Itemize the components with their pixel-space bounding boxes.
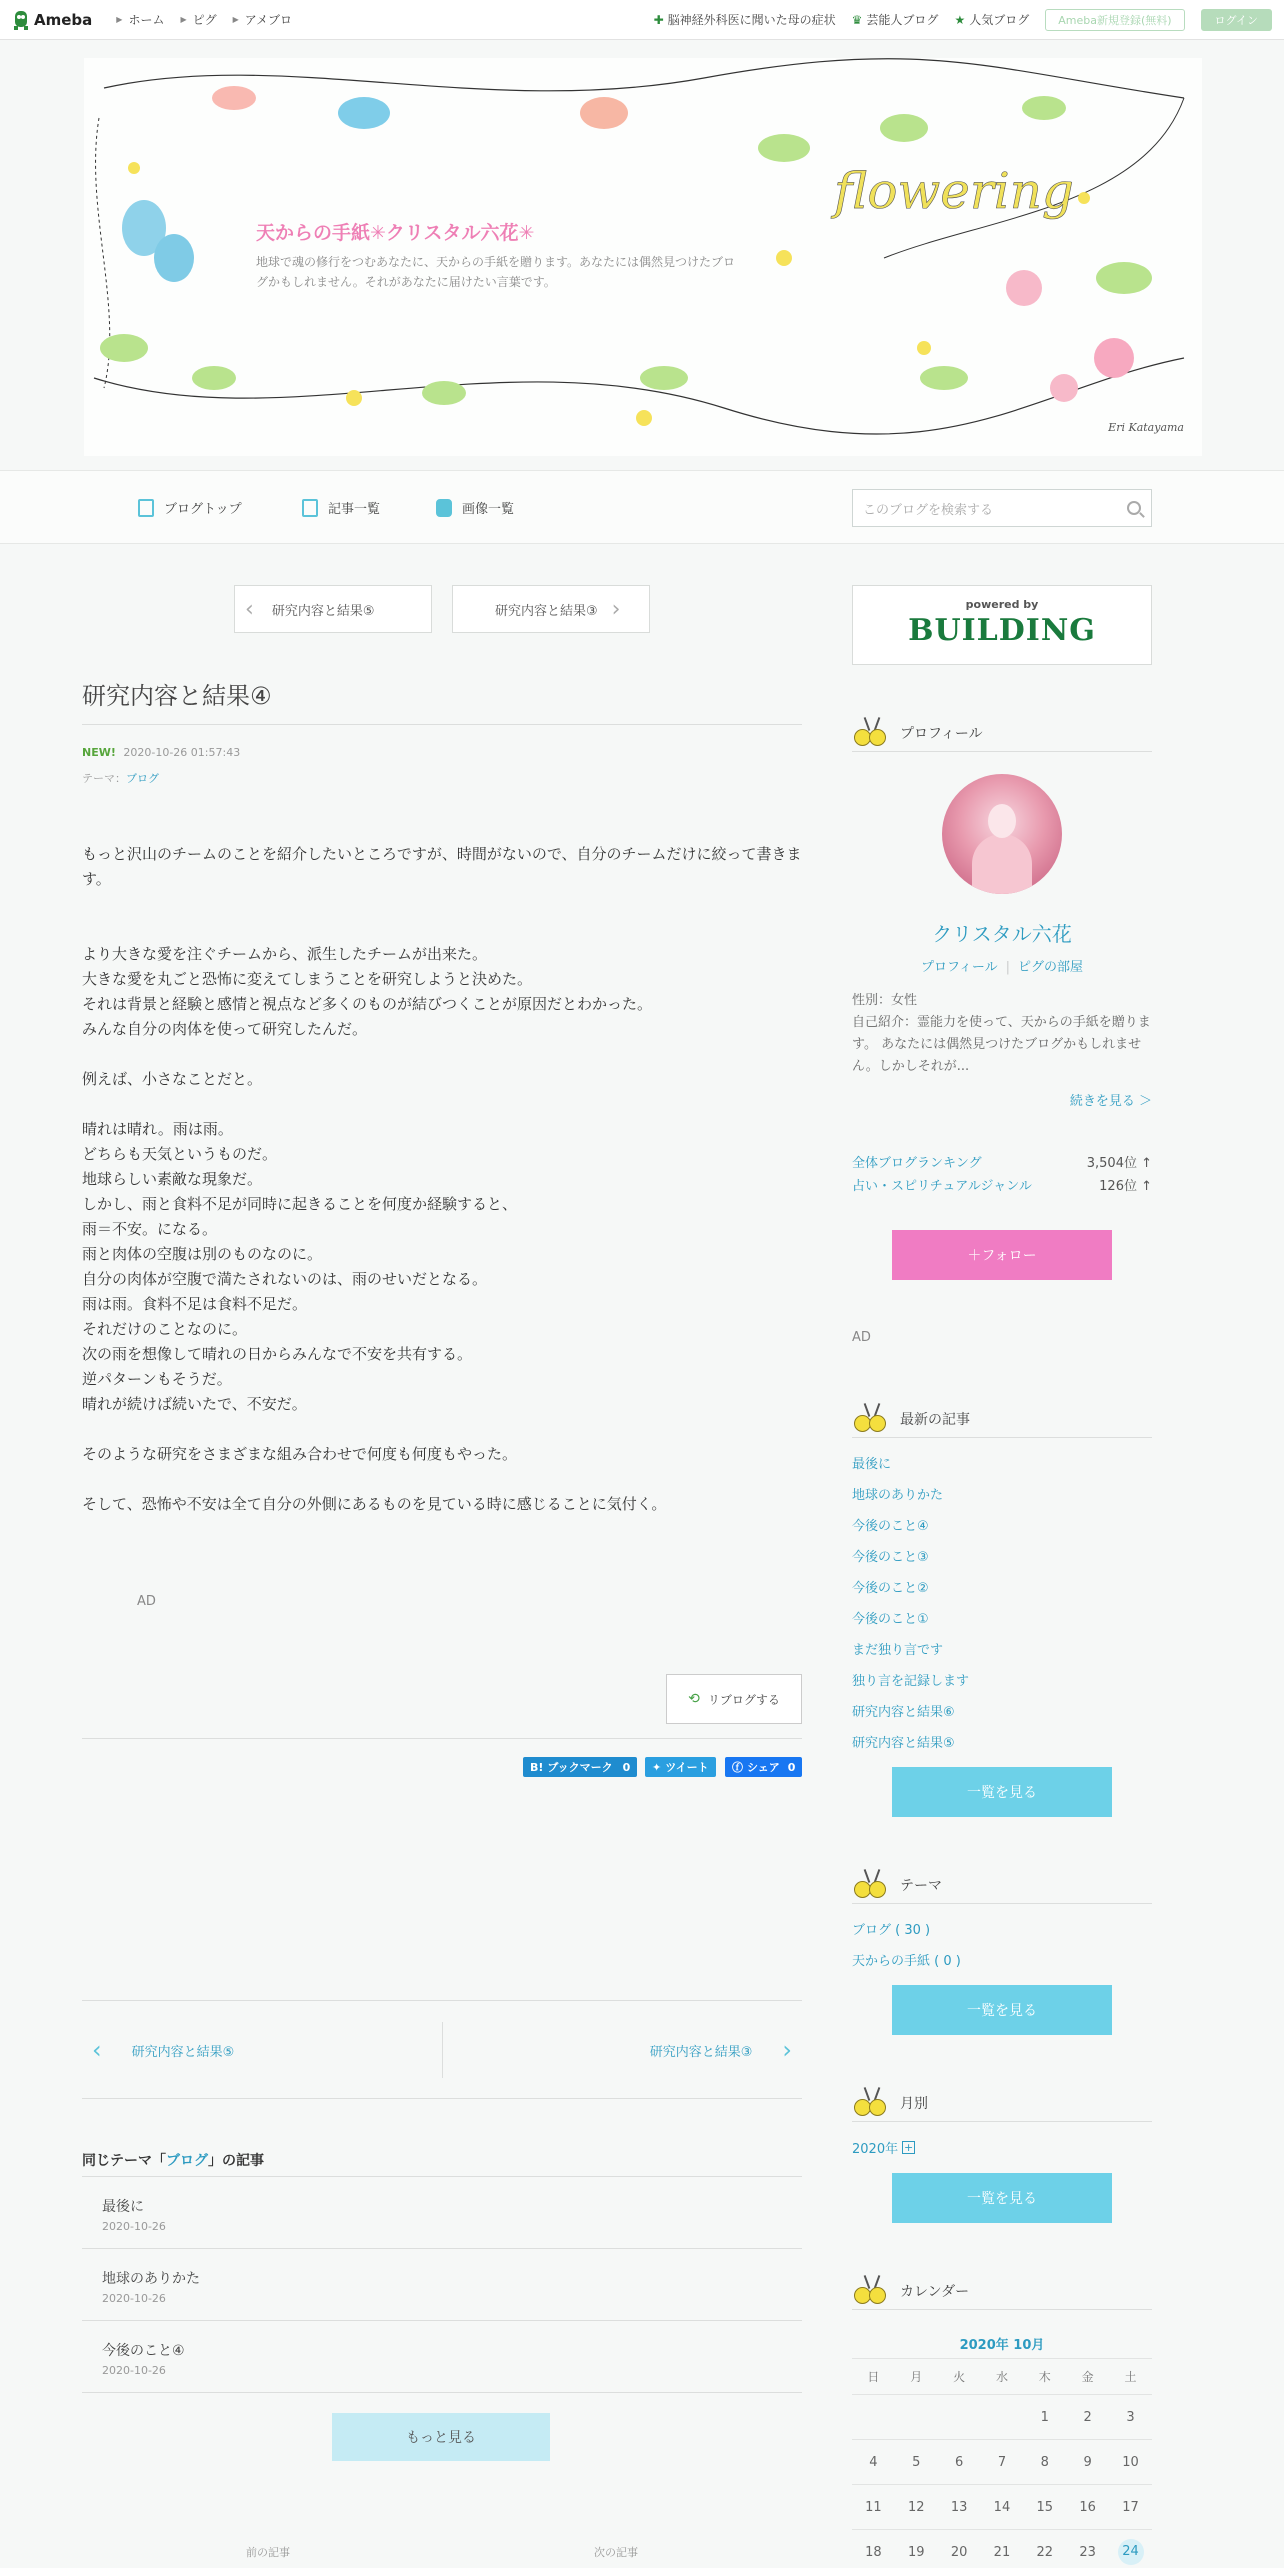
calendar-day: 9: [1066, 2440, 1109, 2485]
entry-pagination: [82, 2022, 802, 2078]
divider: [82, 2392, 802, 2393]
paragraph: もっと沢山のチームのことを紹介したいところですが、時間がないので、自分のチームだけに絞って書きます。: [82, 845, 802, 888]
same-theme-heading: [82, 2150, 264, 2170]
avatar[interactable]: [942, 774, 1062, 894]
gnav-pigg[interactable]: [180, 11, 216, 28]
search-icon[interactable]: [1127, 501, 1141, 515]
entry-theme: [82, 770, 159, 786]
monthly-heading: [852, 2084, 1152, 2122]
global-header-right: [654, 9, 1272, 31]
blog-title[interactable]: 天からの手紙✳︎クリスタル六花✳︎: [256, 222, 535, 244]
profile-links: [852, 956, 1152, 975]
global-header: [0, 0, 1284, 40]
calendar-day: 15: [1023, 2485, 1066, 2530]
list-item-date: 2020-10-26: [102, 2292, 166, 2305]
calendar-day: 18: [852, 2530, 895, 2568]
separator: |: [1005, 960, 1011, 975]
triangle-icon: ▶: [180, 15, 187, 24]
latest-list-button[interactable]: 一覧を見る: [892, 1767, 1112, 1817]
ranking-row[interactable]: [852, 1152, 1152, 1171]
calendar-day: 16: [1066, 2485, 1109, 2530]
calendar-day: 14: [981, 2485, 1024, 2530]
weekday-label: 水: [981, 2359, 1024, 2395]
pick-link-1-label: 脳神経外科医に聞いた母の症状: [667, 13, 836, 27]
calendar-day: 12: [895, 2485, 938, 2530]
paragraph: そのような研究をさまざまな組み合わせで何度も何度もやった。: [82, 1445, 518, 1463]
latest-entry-link[interactable]: まだ独り言です: [852, 1643, 944, 1658]
divider: [82, 2176, 802, 2177]
crown-icon: ♛: [851, 12, 863, 27]
login-button[interactable]: ログイン: [1201, 9, 1272, 31]
hatena-icon: B!: [530, 1760, 544, 1774]
more-button[interactable]: もっと見る: [332, 2413, 550, 2461]
gnav-ameblo-label: アメブロ: [244, 13, 293, 27]
month-archive-link[interactable]: [852, 2138, 915, 2157]
weekday-label: 火: [938, 2359, 981, 2395]
entry-datetime: 2020-10-26 01:57:43: [123, 746, 241, 759]
search-placeholder: このブログを検索する: [863, 502, 994, 518]
pick-link-2-label: 芸能人ブログ: [866, 13, 939, 27]
paragraph: 例えば、小さなことだと。: [82, 1070, 263, 1088]
calendar-day: 21: [981, 2530, 1024, 2568]
ameba-logo-icon: [12, 9, 30, 31]
latest-entry-link[interactable]: 今後のこと④: [852, 1519, 929, 1534]
pick-link-2[interactable]: [852, 11, 939, 28]
theme-link[interactable]: 天からの手紙 ( 0 ): [852, 1954, 961, 1969]
list-item-date: 2020-10-26: [102, 2220, 166, 2233]
butterfly-icon: [852, 1869, 892, 1901]
list-item[interactable]: [102, 2340, 185, 2377]
same-theme-heading-pre: 同じテーマ「: [82, 2153, 166, 2169]
divider: [82, 2098, 802, 2099]
profile-name[interactable]: クリスタル六花: [932, 922, 1072, 946]
monthly-list-button[interactable]: 一覧を見る: [892, 2173, 1112, 2223]
pagination-next-label: 研究内容と結果③: [649, 2044, 753, 2060]
gnav-ameblo[interactable]: [233, 11, 292, 28]
clover-icon: ✚: [653, 12, 664, 27]
triangle-icon: ▶: [232, 15, 239, 24]
weekday-label: 月: [895, 2359, 938, 2395]
banner-logo-text: flowering: [834, 162, 1074, 220]
calendar-month-title: 2020年 10月: [959, 2338, 1045, 2353]
tweet-label: ツイート: [665, 1761, 709, 1774]
butterfly-icon: [852, 717, 892, 749]
chevron-left-icon: ‹: [92, 2036, 102, 2064]
camera-icon: [436, 499, 452, 517]
ameba-logo[interactable]: [12, 9, 92, 31]
latest-heading-label: 最新の記事: [900, 1411, 970, 1428]
pagination-prev-label: 研究内容と結果⑤: [131, 2044, 235, 2060]
same-theme-link[interactable]: ブログ: [166, 2153, 208, 2169]
themes-heading: [852, 1866, 1152, 1904]
expand-icon[interactable]: +: [903, 2141, 914, 2154]
calendar-day: 7: [981, 2440, 1024, 2485]
divider: [82, 1738, 802, 1739]
theme-link[interactable]: ブログ: [126, 772, 159, 785]
calendar-day: 17: [1109, 2485, 1152, 2530]
powered-by-text: powered by: [965, 598, 1039, 611]
nav-entry-list-label: 記事一覧: [328, 502, 381, 517]
footer-prev-link[interactable]: 前の記事: [246, 2546, 290, 2559]
list-item[interactable]: [102, 2268, 200, 2305]
chevron-right-icon: ›: [782, 2036, 792, 2064]
monthly-heading-label: 月別: [900, 2095, 928, 2112]
same-theme-heading-post: 」の記事: [208, 2153, 264, 2169]
calendar-day: 5: [895, 2440, 938, 2485]
ranking-row[interactable]: [852, 1175, 1152, 1194]
butterfly-icon: [852, 2087, 892, 2119]
calendar-day: [852, 2395, 895, 2440]
calendar-heading-label: カレンダー: [900, 2283, 970, 2300]
calendar-day: 3: [1109, 2395, 1152, 2440]
theme-label: テーマ：: [82, 772, 126, 785]
ranking-label: 占い・スピリチュアルジャンル: [852, 1179, 1032, 1194]
entry-body: [82, 842, 802, 1542]
weekday-label: 木: [1023, 2359, 1066, 2395]
profile-link[interactable]: プロフィール: [920, 960, 998, 975]
ranking-label: 全体ブログランキング: [852, 1156, 982, 1171]
document-icon: [138, 499, 154, 517]
sidebar-ad-label: AD: [852, 1330, 871, 1345]
prev-entry-button[interactable]: [234, 585, 432, 633]
entry-meta: [82, 746, 240, 759]
latest-entry-link[interactable]: 研究内容と結果⑤: [852, 1736, 955, 1751]
list-item-title: 最後に: [102, 2199, 144, 2215]
divider: [82, 2320, 802, 2321]
new-badge: NEW!: [82, 746, 116, 759]
pick-link-1[interactable]: [654, 11, 836, 28]
banner-signature: Eri Katayama: [1108, 421, 1184, 434]
theme-link[interactable]: ブログ ( 30 ): [852, 1923, 931, 1938]
pigg-room-link[interactable]: ピグの部屋: [1018, 960, 1084, 975]
butterfly-icon: [852, 1403, 892, 1435]
facebook-share-button[interactable]: [725, 1757, 802, 1777]
themes-heading-label: テーマ: [900, 1877, 942, 1894]
latest-entry-link[interactable]: 研究内容と結果⑥: [852, 1705, 955, 1720]
calendar-day: [895, 2395, 938, 2440]
ranking-value: 126位 ↑: [1099, 1179, 1152, 1194]
today-marker: 24: [1118, 2539, 1144, 2565]
calendar-table: [852, 2358, 1152, 2568]
next-entry-label: 研究内容と結果③: [495, 603, 598, 619]
list-item[interactable]: [102, 2196, 166, 2233]
calendar-day: 1: [1023, 2395, 1066, 2440]
weekday-label: 土: [1109, 2359, 1152, 2395]
reblog-label: リブログする: [707, 1692, 780, 1707]
profile-heading-label: プロフィール: [900, 725, 983, 742]
blog-search-input[interactable]: [852, 489, 1152, 527]
calendar-day: 8: [1023, 2440, 1066, 2485]
weekday-label: 金: [1066, 2359, 1109, 2395]
calendar-heading: [852, 2272, 1152, 2310]
reblog-button[interactable]: [666, 1674, 802, 1724]
calendar-day: 13: [938, 2485, 981, 2530]
divider: [82, 724, 802, 725]
triangle-icon: ▶: [116, 15, 123, 24]
footer-next-link[interactable]: 次の記事: [594, 2546, 638, 2559]
calendar-day: 6: [938, 2440, 981, 2485]
reblog-icon: ⟲: [688, 1691, 700, 1707]
calendar-day: 11: [852, 2485, 895, 2530]
blog-banner[interactable]: [84, 58, 1202, 456]
latest-entry-link[interactable]: 今後のこと③: [852, 1550, 929, 1565]
entry-title: 研究内容と結果④: [82, 682, 272, 710]
next-entry-button[interactable]: [452, 585, 650, 633]
powered-by-building-banner[interactable]: [852, 585, 1152, 665]
facebook-icon: ⓕ: [732, 1761, 743, 1774]
facebook-label: シェア: [747, 1761, 780, 1774]
nav-image-list[interactable]: [436, 498, 514, 517]
calendar-day: 20: [938, 2530, 981, 2568]
follow-button[interactable]: ＋フォロー: [892, 1230, 1112, 1280]
nav-blog-top-label: ブログトップ: [164, 502, 242, 517]
calendar-day: 23: [1066, 2530, 1109, 2568]
pagination-prev[interactable]: [82, 2022, 442, 2078]
gnav-home[interactable]: [116, 11, 164, 28]
latest-entry-link[interactable]: 独り言を記録します: [852, 1674, 970, 1689]
butterfly-icon: [852, 2275, 892, 2307]
blog-description: 地球で魂の修行をつむあなたに、天からの手紙を贈ります。あなたには偶然見つけたブログかもしれません。それがあなたに届けたい言葉です。: [256, 255, 736, 289]
profile-self-intro: 自己紹介：霊能力を使って、天からの手紙を贈ります。 あなたには偶然見つけたブログかもしれません。しかしそれが...: [852, 1015, 1151, 1074]
month-archive-label: 2020年: [852, 2142, 899, 2157]
chevron-left-icon: ‹: [245, 596, 254, 622]
calendar-day: 10: [1109, 2440, 1152, 2485]
nav-entry-list[interactable]: [302, 498, 380, 517]
list-item-title: 地球のありかた: [102, 2271, 200, 2287]
calendar-day: [938, 2395, 981, 2440]
nav-blog-top[interactable]: [138, 498, 242, 517]
ameba-logo-text: Ameba: [34, 10, 93, 29]
profile-intro: [852, 990, 1152, 1078]
calendar-day: [981, 2395, 1024, 2440]
star-icon: ★: [954, 12, 966, 27]
hatena-bookmark-button[interactable]: [523, 1757, 637, 1777]
paragraph: 晴れは晴れ。雨は雨。 どちらも天気というものだ。 地球らしい素敵な現象だ。 しかし、雨と食料不足が同時に起きることを何度か経験すると、 雨＝不安。になる。 雨と肉体の空腹は別のものなのに。 自分の肉体が空腹で満たされないのは、雨のせいだとなる。 雨は雨。食料不足は食料不足だ。 それだけのことなのに。 次の雨を想像して晴れの日からみんなで不安を共有する。 逆パターンもそうだ。 晴れが続けば続いたで、不安だ。: [82, 1120, 518, 1413]
gnav-home-label: ホーム: [128, 13, 165, 27]
prev-entry-label: 研究内容と結果⑤: [271, 603, 375, 619]
ranking-value: 3,504位 ↑: [1086, 1156, 1152, 1171]
list-item-date: 2020-10-26: [102, 2364, 166, 2377]
latest-entry-link[interactable]: 今後のこと②: [852, 1581, 929, 1596]
pick-link-3-label: 人気ブログ: [969, 13, 1030, 27]
latest-entries-heading: [852, 1400, 1152, 1438]
calendar-day: 22: [1023, 2530, 1066, 2568]
profile-gender: 性別：女性: [852, 993, 918, 1008]
latest-entry-link[interactable]: 今後のこと①: [852, 1612, 929, 1627]
calendar-day: 2: [1066, 2395, 1109, 2440]
divider: [82, 2248, 802, 2249]
calendar-day-today[interactable]: [1109, 2530, 1152, 2568]
hatena-label: ブックマーク: [547, 1761, 613, 1774]
paragraph: より大きな愛を注ぐチームから、派生したチームが出来た。 大きな愛を丸ごと恐怖に変えてしまうことを研究しようと決めた。 それは背景と経験と感情と視点など多くのものが結びつくことが原因だとわかった。 みんな自分の肉体を使って研究したんだ。: [82, 945, 653, 1038]
paragraph: そして、恐怖や不安は全て自分の外側にあるものを見ている時に感じることに気付く。: [82, 1495, 667, 1513]
building-logo-text: BUILDING: [908, 613, 1096, 648]
calendar-day: 4: [852, 2440, 895, 2485]
ad-label: AD: [137, 1594, 156, 1609]
themes-list-button[interactable]: 一覧を見る: [892, 1985, 1112, 2035]
facebook-count: 0: [787, 1760, 796, 1774]
hatena-count: 0: [622, 1760, 631, 1774]
weekday-label: 日: [852, 2359, 895, 2395]
chevron-right-icon: ›: [611, 596, 621, 622]
pick-link-3[interactable]: [954, 11, 1029, 28]
list-item-title: 今後のこと④: [102, 2343, 185, 2359]
calendar-day: 19: [895, 2530, 938, 2568]
copy-icon: [302, 499, 318, 517]
register-button[interactable]: Ameba新規登録(無料): [1045, 9, 1184, 31]
divider: [82, 2000, 802, 2001]
latest-entry-link[interactable]: 最後に: [852, 1457, 892, 1472]
twitter-bird-icon: ✦: [652, 1760, 662, 1774]
nav-image-list-label: 画像一覧: [462, 502, 515, 517]
gnav-pigg-label: ピグ: [192, 13, 217, 27]
profile-more-link[interactable]: 続きを見る ＞: [1069, 1094, 1152, 1109]
blog-nav: [0, 470, 1284, 544]
profile-heading: [852, 714, 1152, 752]
tweet-button[interactable]: [645, 1757, 716, 1777]
pagination-next[interactable]: [443, 2022, 803, 2078]
latest-entry-link[interactable]: 地球のありかた: [852, 1488, 944, 1503]
